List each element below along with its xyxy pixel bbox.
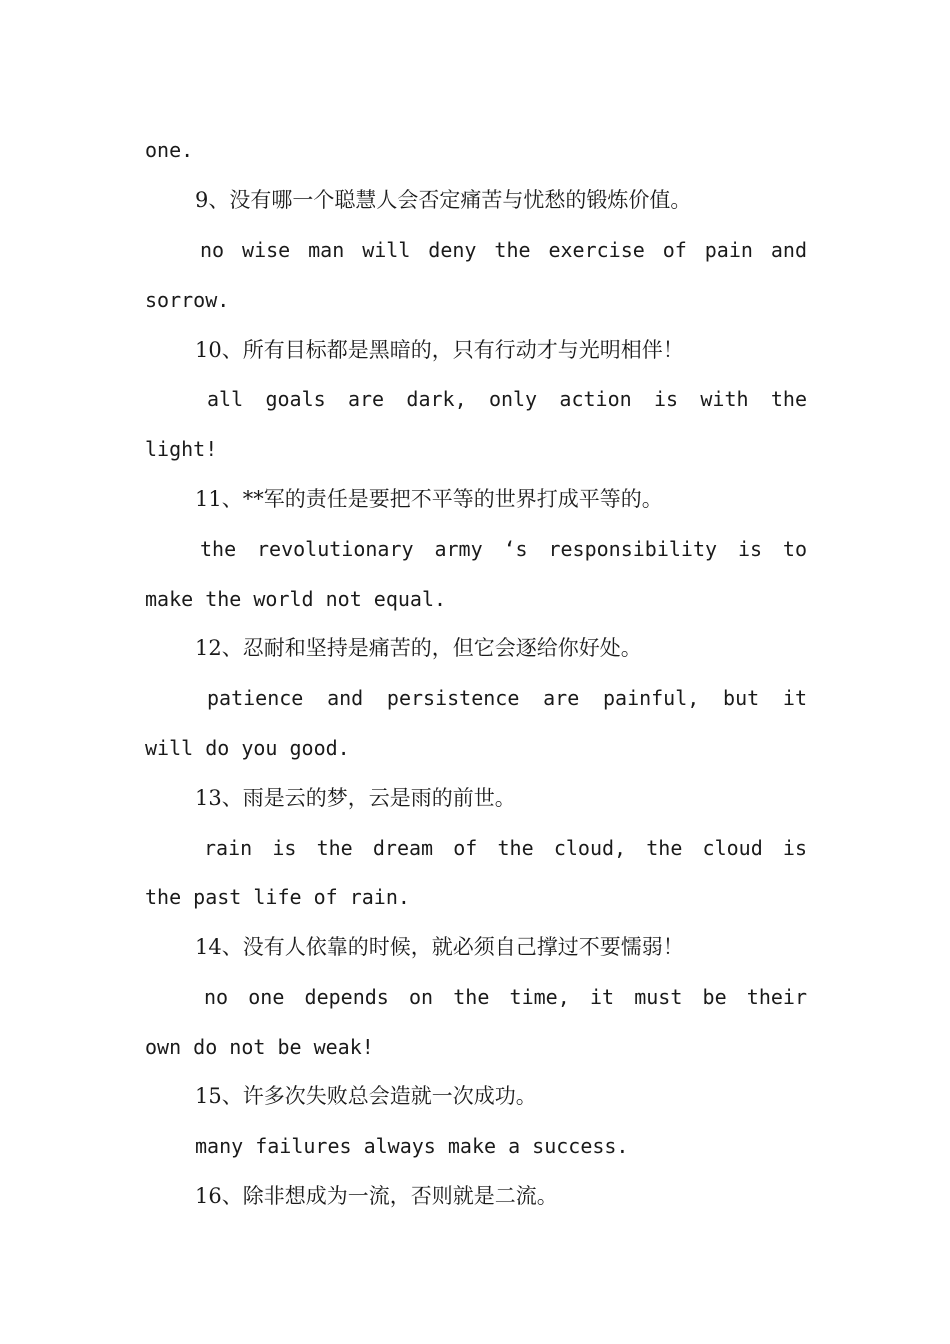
text-line: 12、忍耐和坚持是痛苦的，但它会逐给你好处。 bbox=[195, 636, 642, 660]
text-line: 14、没有人依靠的时候，就必须自己撑过不要懦弱！ bbox=[195, 935, 684, 959]
text-line: 13、雨是云的梦，云是雨的前世。 bbox=[195, 786, 516, 810]
text-line: all goals are dark, only action is with the bbox=[207, 387, 807, 411]
text-line: the past life of rain. bbox=[145, 885, 410, 909]
text-line: one. bbox=[145, 138, 194, 162]
text-line: 16、除非想成为一流，否则就是二流。 bbox=[195, 1184, 558, 1208]
text-line: patience and persistence are painful, but it bbox=[207, 686, 807, 710]
text-line: rain is the dream of the cloud, the cloud is bbox=[204, 836, 807, 860]
text-line: no wise man will deny the exercise of pain and bbox=[200, 238, 807, 262]
text-line: sorrow. bbox=[145, 288, 230, 312]
text-line: make the world not equal. bbox=[145, 587, 447, 611]
text-line: light! bbox=[145, 437, 218, 461]
text-line: many failures always make a success. bbox=[195, 1134, 629, 1158]
text-line: 15、许多次失败总会造就一次成功。 bbox=[195, 1084, 537, 1108]
text-line: 10、所有目标都是黑暗的，只有行动才与光明相伴！ bbox=[195, 338, 684, 362]
text-line: 11、**军的责任是要把不平等的世界打成平等的。 bbox=[195, 487, 663, 511]
text-line: will do you good. bbox=[145, 736, 350, 760]
text-line: own do not be weak! bbox=[145, 1035, 374, 1059]
text-line: the revolutionary army ‘s responsibility is to bbox=[200, 537, 807, 561]
text-line: no one depends on the time, it must be their bbox=[204, 985, 807, 1009]
text-line: 9、没有哪一个聪慧人会否定痛苦与忧愁的锻炼价值。 bbox=[195, 188, 692, 212]
